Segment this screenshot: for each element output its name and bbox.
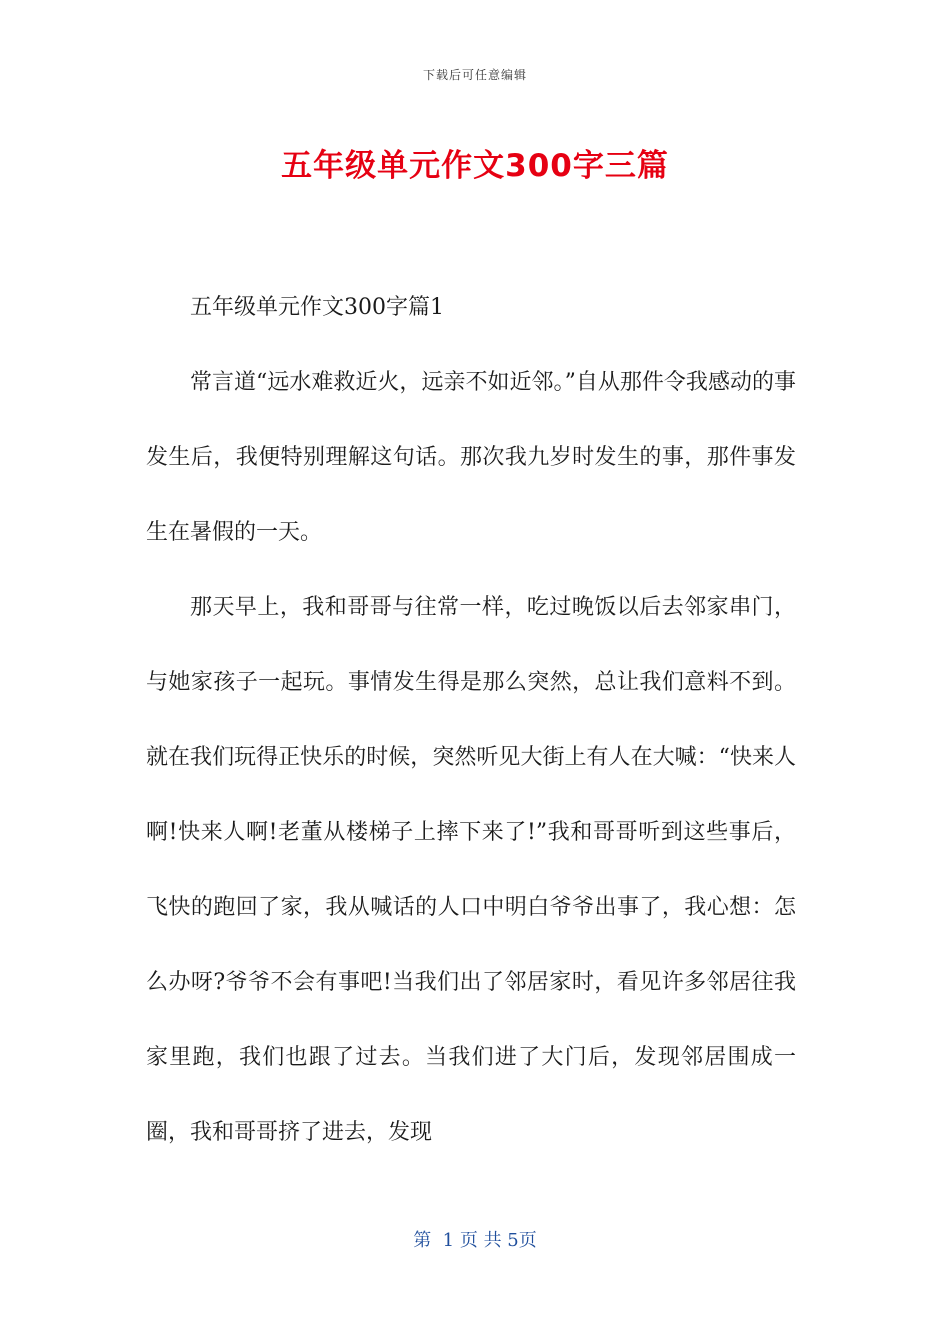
paragraph: 常言道“远水难救近火，远亲不如近邻。”自从那件令我感动的事发生后，我便特别理解这句话。那次我九岁时发生的事，那件事发生在暑假的一天。 <box>146 370 796 545</box>
page-number-footer: 第 1 页 共 5页 <box>413 1230 537 1251</box>
document-body <box>146 270 796 1170</box>
section-heading: 五年级单元作文300字篇1 <box>190 295 444 320</box>
header-note: 下载后可任意编辑 <box>422 68 527 82</box>
document-title: 五年级单元作文300字三篇 <box>281 148 669 184</box>
paragraph: 那天早上，我和哥哥与往常一样，吃过晚饭以后去邻家串门，与她家孩子一起玩。事情发生得是那么突然，总让我们意料不到。就在我们玩得正快乐的时候，突然听见大街上有人在大喊：“快来人啊!快来人啊!老董从楼梯子上摔下来了!”我和哥哥听到这些事后，飞快的跑回了家，我从喊话的人口中明白爷爷出事了，我心想：怎么办呀?爷爷不会有事吧!当我们出了邻居家时，看见许多邻居往我家里跑，我们也跟了过去。当我们进了大门后，发现邻居围成一圈，我和哥哥挤了进去，发现 <box>146 595 796 1145</box>
